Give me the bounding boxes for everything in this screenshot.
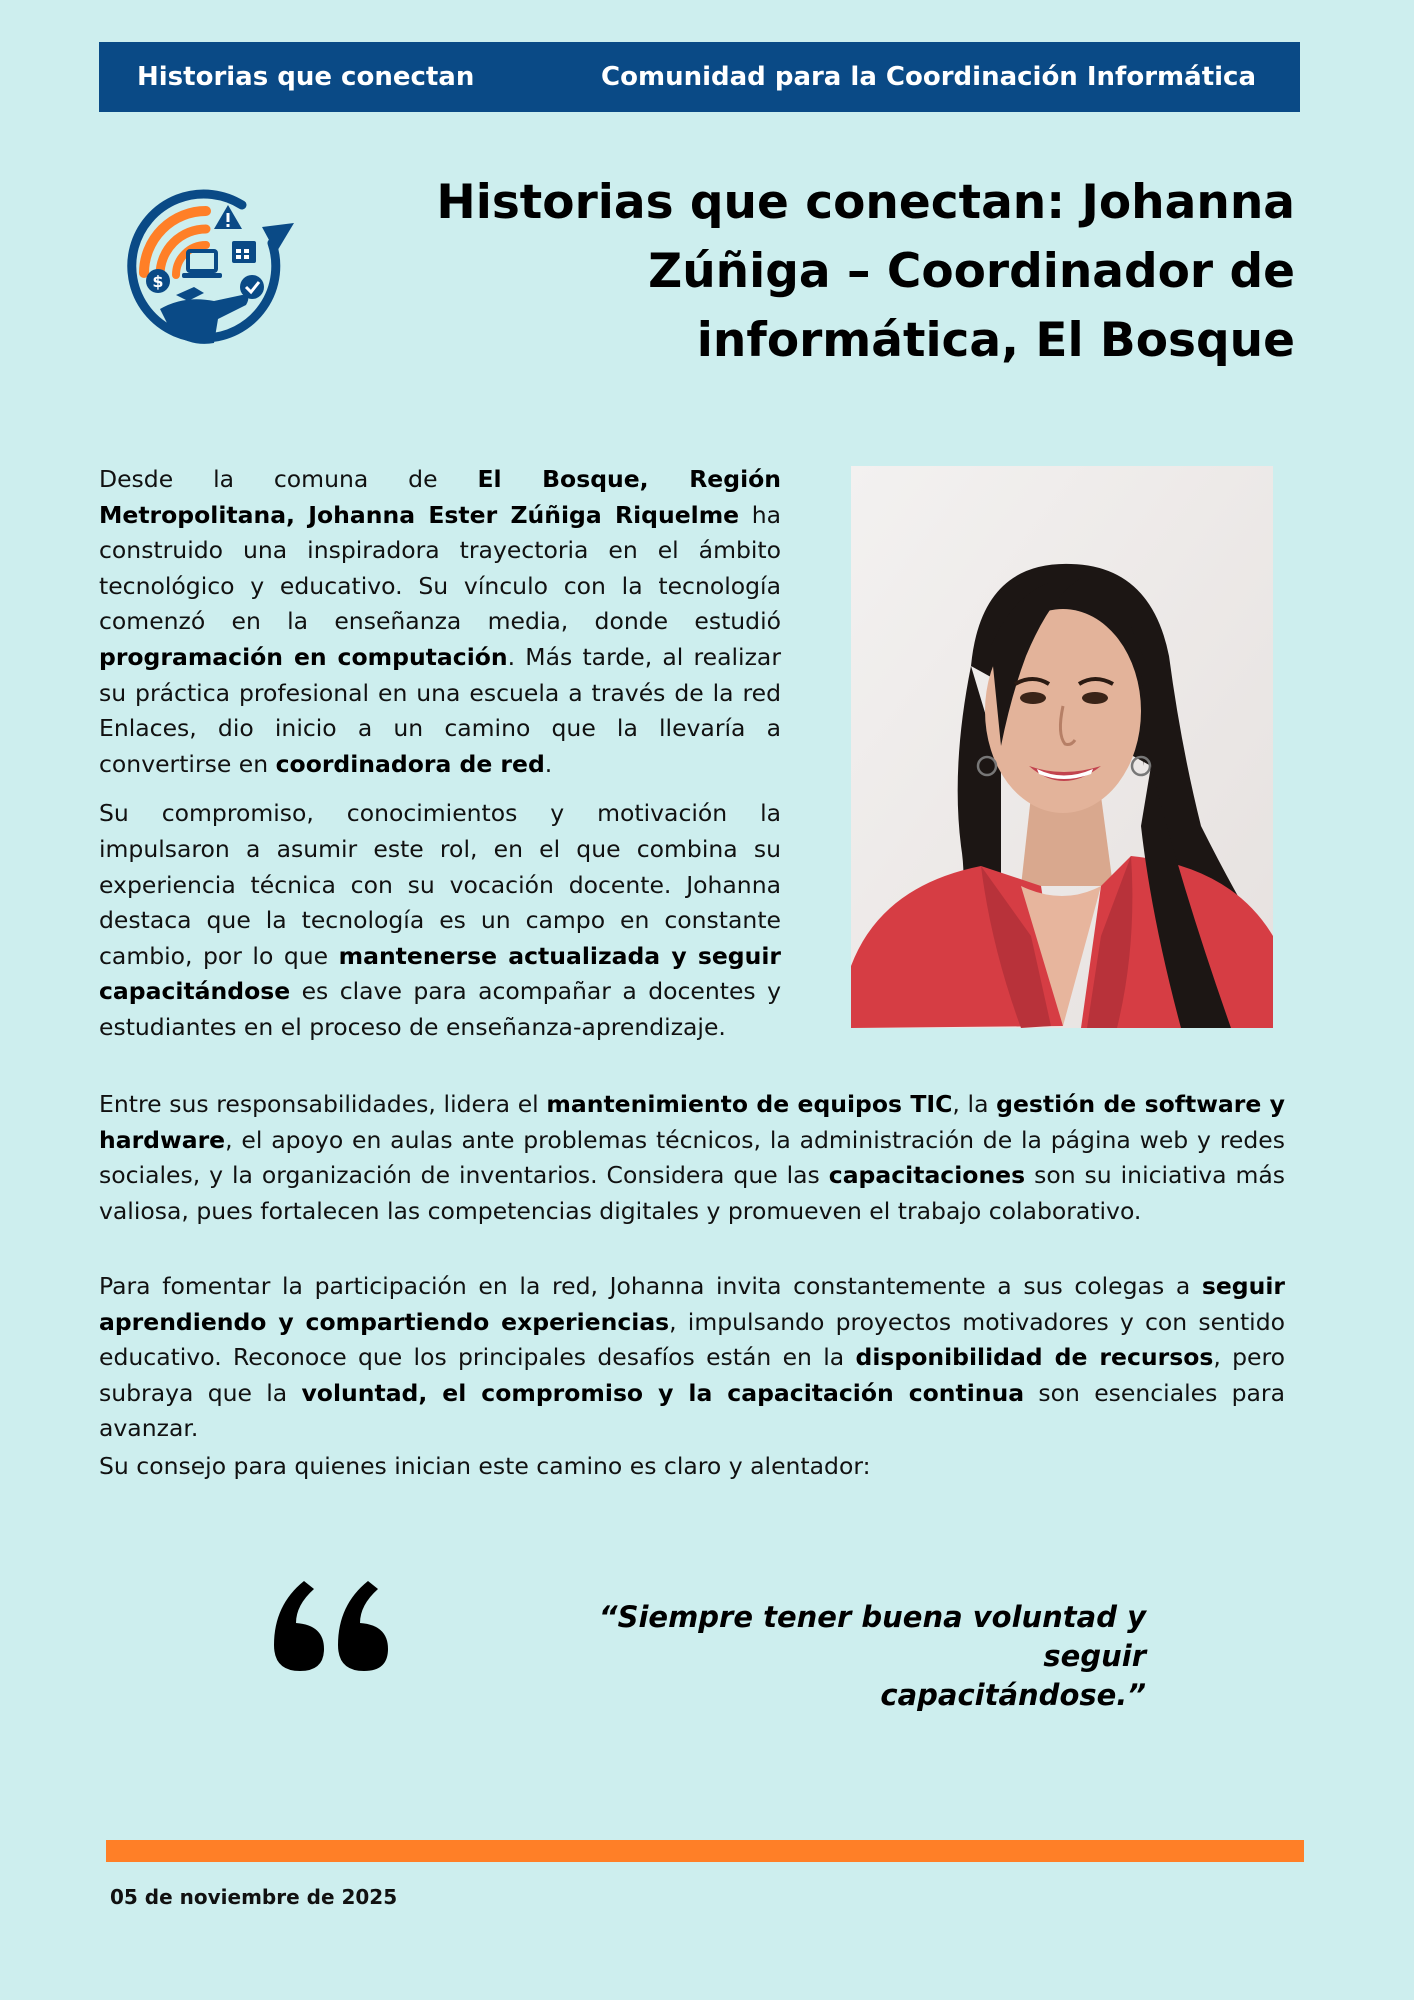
text-run: Desde la comuna de xyxy=(99,465,478,493)
bold-text-run: programación en computación xyxy=(99,642,508,671)
title-line: Historias que conectan: Johanna xyxy=(436,175,1295,230)
intro-column xyxy=(99,462,781,1060)
text-run: . Más tarde, al realizar su práctica profesional en una escuela a través de la red Enlaces, dio inicio a un camino que la llevaría a convertirse en xyxy=(99,642,781,778)
text-run: son su iniciativa más valiosa, pues fortalecen las competencias digitales y promueven el trabajo colaborativo. xyxy=(99,1161,1285,1225)
portrait-photo xyxy=(851,466,1273,1028)
highlight-quote xyxy=(520,1598,1146,1715)
title-line: Zúñiga – Coordinador de xyxy=(648,244,1295,299)
text-run: Su consejo para quienes inician este camino es claro y alentador: xyxy=(99,1452,871,1480)
quote-line: “Siempre tener buena voluntad y seguir xyxy=(598,1600,1146,1673)
text-run: son esenciales para avanzar. xyxy=(99,1378,1285,1443)
bold-text-run: mantenerse actualizada y seguir capacitándose xyxy=(99,941,781,1006)
bold-text-run: disponibilidad de recursos xyxy=(855,1343,1214,1372)
text-run: es clave para acompañar a docentes y estudiantes en el proceso de enseñanza-aprendizaje. xyxy=(99,977,781,1041)
bold-text-run: coordinadora de red xyxy=(275,749,545,778)
tech-support-community-icon xyxy=(122,183,294,355)
text-run: Entre sus responsabilidades, lidera el xyxy=(99,1090,547,1118)
bold-text-run: El Bosque, Región Metropolitana, Johanna Ester Zúñiga Riquelme xyxy=(99,465,781,529)
text-run: Para fomentar la participación en la red, Johanna invita constantemente a sus colegas a xyxy=(99,1272,1202,1300)
paragraph-5 xyxy=(99,1449,1285,1485)
header-left-title: Historias que conectan xyxy=(137,62,475,92)
text-run: Su compromiso, conocimientos y motivación la impulsaron a asumir este rol, en el que combina su experiencia técnica con su vocación docente. Johanna destaca que la tecnología es un campo en constante cambio, por lo que xyxy=(99,799,781,970)
header-bar xyxy=(99,42,1300,112)
paragraph-4 xyxy=(99,1269,1285,1447)
bold-text-run: seguir aprendiendo y compartiendo experiencias xyxy=(99,1272,1285,1336)
bold-text-run: capacitaciones xyxy=(828,1161,1026,1190)
page-title xyxy=(420,168,1295,375)
quote-line: capacitándose.” xyxy=(880,1678,1146,1712)
publication-date: 05 de noviembre de 2025 xyxy=(110,1885,398,1909)
paragraph-2 xyxy=(99,796,781,1045)
bold-text-run: gestión de software y hardware xyxy=(99,1090,1285,1154)
text-run: , el apoyo en aulas ante problemas técnicos, la administración de la página web y redes sociales, y la organización de inventarios. Considera que las xyxy=(99,1125,1285,1190)
text-run: , impulsando proyectos motivadores y con sentido educativo. Reconoce que los principales desafíos están en la xyxy=(99,1307,1285,1372)
bold-text-run: voluntad, el compromiso y la capacitación continua xyxy=(301,1378,1025,1407)
title-line: informática, El Bosque xyxy=(696,313,1295,368)
paragraph-3 xyxy=(99,1087,1285,1229)
bold-text-run: mantenimiento de equipos TIC xyxy=(546,1090,953,1118)
text-run: , la xyxy=(952,1090,997,1118)
svg-text:$: $ xyxy=(152,272,164,291)
text-run: ha construido una inspiradora trayectoria en el ámbito tecnológico y educativo. Su vínculo con la tecnología comenzó en la enseñanza media, donde estudió xyxy=(99,500,782,636)
footer-accent-bar xyxy=(106,1840,1304,1862)
quote-mark-icon xyxy=(266,1575,398,1675)
text-run: , pero subraya que la xyxy=(99,1343,1286,1407)
paragraph-1 xyxy=(99,462,781,782)
text-run: . xyxy=(544,749,553,778)
header-right-title: Comunidad para la Coordinación Informática xyxy=(601,62,1256,92)
